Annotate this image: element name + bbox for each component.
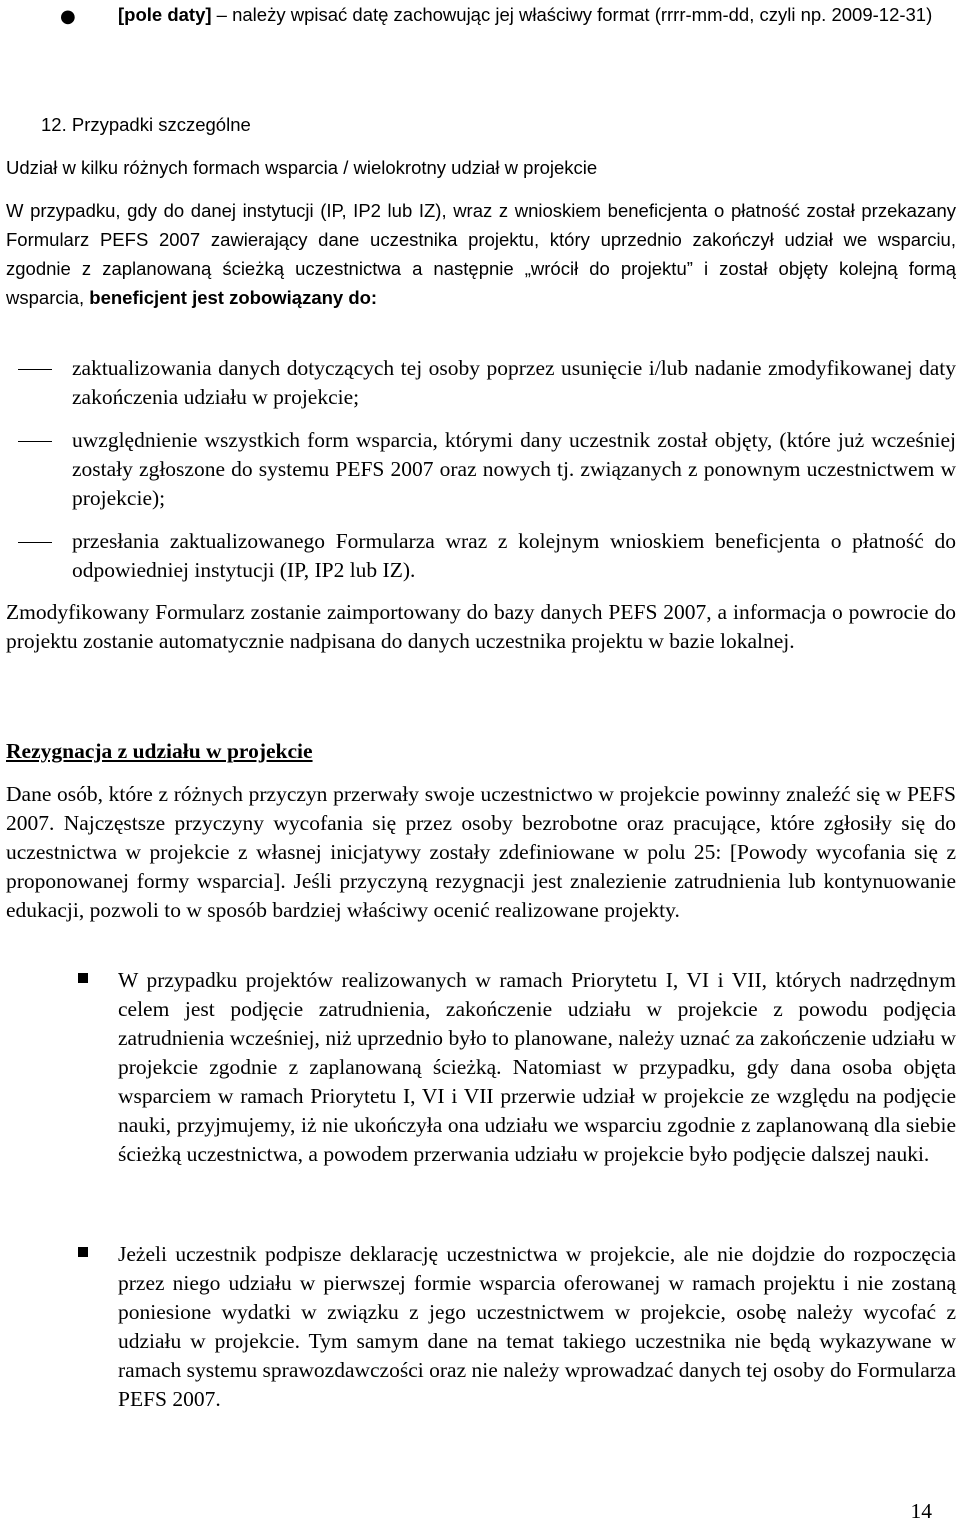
bullet-item: W przypadku projektów realizowanych w ramach Priorytetu I, VI i VII, których nadrzędnym celem jest podjęcie zatrudnienia, zakończenie udziału w projekcie z powodu podjęcia zatrudnienia wcześniej, niż uprzednio było to planowane, należy uznać za zakończenie udziału w projekcie zgodnie z zaplanowaną ścieżką. Natomiast w przypadku, gdy dana osoba objęta wsparciem w ramach Priorytetu I, VI i VII przerwie udział w projekcie ze względu na podjęcie nauki, przyjmujemy, iż nie ukończyła ona udziału we wsparciu zgodnie z zaplanowaną dla siebie ścieżką uczestnictwa, a powodem przerwania udziału w projekcie było podjęcie dalszej nauki. — [118, 968, 956, 1166]
section-title: 12. Przypadki szczególne — [41, 114, 251, 135]
section-subheading: Udział w kilku różnych formach wsparcia / wielokrotny udział w projekcie — [6, 157, 598, 178]
dash-item: zaktualizowania danych dotyczących tej osoby poprzez usunięcie i/lub nadanie zmodyfikowanej daty zakończenia udziału w projekcie; — [72, 356, 956, 409]
intro-paragraph — [6, 196, 956, 312]
date-field-item — [118, 0, 956, 29]
bullet-item: Jeżeli uczestnik podpisze deklarację uczestnictwa w projekcie, ale nie dojdzie do rozpoczęcia przez niego udziału w pierwszej formie wsparcia oferowanej w ramach projektu i nie zostaną poniesione wydatki w związku z jego uczestnictwem w projekcie, osobę należy wycofać z udziału w projekcie. Tym samym dane na temat takiego uczestnika nie będą wykazywane w ramach systemu sprawozdawczości oraz nie należy wprowadzać danych tej osoby do Formularza PEFS 2007. — [118, 1242, 956, 1411]
dash-item: uwzględnienie wszystkich form wsparcia, którymi dany uczestnik został objęty, (które już wcześniej zostały zgłoszone do systemu PEFS 2007 oraz nowych tj. związanych z ponownym uczestnictwem w projekcie); — [72, 428, 956, 510]
resignation-paragraph: Dane osób, które z różnych przyczyn przerwały swoje uczestnictwo w projekcie powinny znaleźć się w PEFS 2007. Najczęstsze przyczyny wycofania się przez osoby bezrobotne oraz pracujące, które zgłosiły się do uczestnictwa w projekcie z własnej inicjatywy zostały zdefiniowane w polu 25: [Powody wycofania się z proponowanej formy wsparcia]. Jeśli przyczyną rezygnacji jest znalezienie zatrudnienia lub kontynuowanie edukacji, pozwoli to w sposób bardziej właściwy ocenić realizowane projekty. — [6, 782, 956, 922]
bullet-dot-icon: ● — [60, 6, 76, 27]
square-bullet-icon — [78, 1247, 88, 1257]
date-field-description: – należy wpisać datę zachowując jej właściwy format (rrrr-mm-dd, czyli np. 2009-12-31) — [211, 4, 933, 25]
dash-bullet-icon — [18, 369, 52, 370]
intro-bold-text: beneficjent jest zobowiązany do: — [89, 287, 378, 308]
square-bullet-icon — [78, 973, 88, 983]
dash-bullet-icon — [18, 542, 52, 543]
date-field-label: [pole daty] — [118, 4, 212, 25]
resignation-heading: Rezygnacja z udziału w projekcie — [6, 739, 313, 763]
page-number: 14 — [910, 1499, 932, 1523]
dash-bullet-icon — [18, 441, 52, 442]
dash-item: przesłania zaktualizowanego Formularza wraz z kolejnym wnioskiem beneficjenta o płatność do odpowiedniej instytucji (IP, IP2 lub IZ). — [72, 529, 956, 582]
intro-text: W przypadku, gdy do danej instytucji (IP, IP2 lub IZ), wraz z wnioskiem beneficjenta o płatność został przekazany Formularz PEFS 2007 zawierający dane uczestnika projektu, który uprzednio zakończył udział we wsparciu, zgodnie z zaplanowaną ścieżką uczestnictwa a następnie „wrócił do projektu” i został objęty kolejną formą wsparcia, — [6, 200, 956, 308]
closing-paragraph: Zmodyfikowany Formularz zostanie zaimportowany do bazy danych PEFS 2007, a informacja o powrocie do projektu zostanie automatycznie nadpisana do danych uczestnika projektu w bazie lokalnej. — [6, 600, 956, 653]
